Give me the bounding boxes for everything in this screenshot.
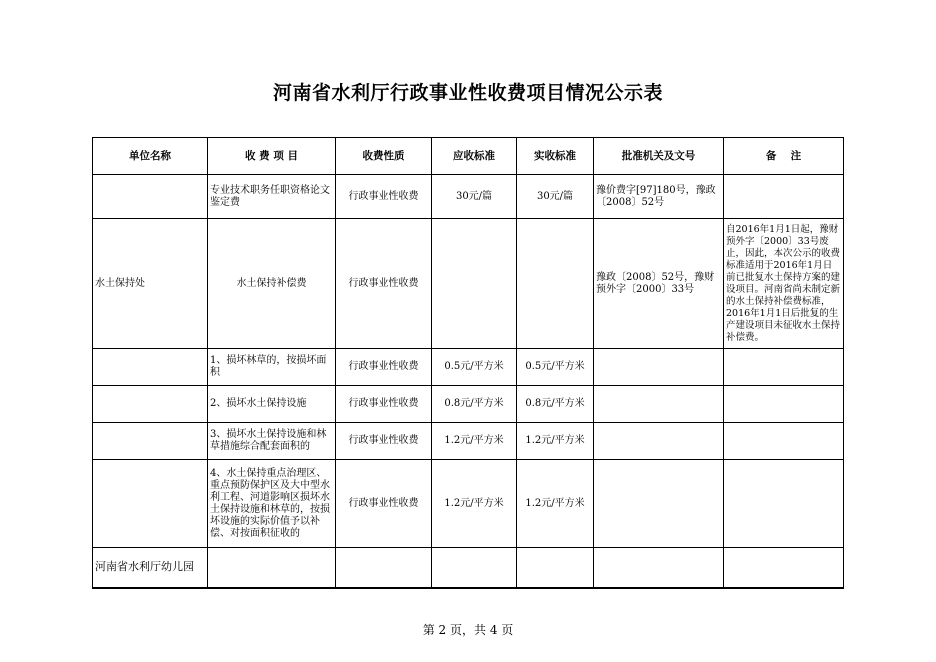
cell-std-actual: 0.8元/平方米 xyxy=(517,386,594,423)
page-title: 河南省水利厅行政事业性收费项目情况公示表 xyxy=(272,82,663,104)
cell-std-due: 1.2元/平方米 xyxy=(432,460,517,548)
cell-unit xyxy=(93,349,208,386)
fee-table xyxy=(92,137,844,589)
table-row xyxy=(93,548,844,588)
header-std-due: 应收标准 xyxy=(432,138,517,175)
table-row xyxy=(93,219,844,349)
cell-std-actual: 30元/篇 xyxy=(517,175,594,219)
cell-std-due xyxy=(432,548,517,588)
cell-approval xyxy=(594,349,724,386)
cell-std-due: 0.5元/平方米 xyxy=(432,349,517,386)
cell-unit xyxy=(93,175,208,219)
cell-remark xyxy=(724,349,844,386)
header-row xyxy=(93,138,844,175)
cell-remark xyxy=(724,423,844,460)
table-row xyxy=(93,460,844,548)
cell-std-due: 30元/篇 xyxy=(432,175,517,219)
table-row xyxy=(93,349,844,386)
page-footer: 第 2 页，共 4 页 xyxy=(422,623,514,637)
cell-remark xyxy=(724,460,844,548)
header-unit: 单位名称 xyxy=(93,138,208,175)
header-remark: 备 注 xyxy=(724,138,844,175)
cell-item: 2、损坏水土保持设施 xyxy=(208,386,336,423)
cell-remark xyxy=(724,386,844,423)
cell-item: 1、损坏林草的，按损坏面积 xyxy=(208,349,336,386)
cell-approval xyxy=(594,423,724,460)
cell-std-actual xyxy=(517,219,594,349)
header-item: 收 费 项 目 xyxy=(208,138,336,175)
cell-std-actual: 1.2元/平方米 xyxy=(517,423,594,460)
header-std-actual: 实收标准 xyxy=(517,138,594,175)
cell-remark xyxy=(724,175,844,219)
cell-approval xyxy=(594,460,724,548)
table-row xyxy=(93,423,844,460)
header-nature: 收费性质 xyxy=(336,138,432,175)
table-row xyxy=(93,175,844,219)
cell-nature xyxy=(336,548,432,588)
cell-unit xyxy=(93,460,208,548)
cell-nature: 行政事业性收费 xyxy=(336,423,432,460)
cell-nature: 行政事业性收费 xyxy=(336,460,432,548)
cell-std-due: 1.2元/平方米 xyxy=(432,423,517,460)
cell-item: 3、损坏水土保持设施和林草措施综合配套面积的 xyxy=(208,423,336,460)
cell-nature: 行政事业性收费 xyxy=(336,349,432,386)
cell-nature: 行政事业性收费 xyxy=(336,175,432,219)
cell-std-actual: 0.5元/平方米 xyxy=(517,349,594,386)
cell-approval xyxy=(594,548,724,588)
cell-item: 专业技术职务任职资格论文鉴定费 xyxy=(208,175,336,219)
header-approval: 批准机关及文号 xyxy=(594,138,724,175)
cell-unit: 水土保持处 xyxy=(93,219,208,349)
cell-item xyxy=(208,548,336,588)
cell-approval: 豫价费字[97]180号，豫政〔2008〕52号 xyxy=(594,175,724,219)
table-row xyxy=(93,386,844,423)
cell-item: 4、水土保持重点治理区、重点预防保护区及大中型水利工程、河道影响区损坏水土保持设施和林草的，按损坏设施的实际价值予以补偿、对按面积征收的 xyxy=(208,460,336,548)
cell-unit xyxy=(93,386,208,423)
cell-nature: 行政事业性收费 xyxy=(336,219,432,349)
cell-remark xyxy=(724,548,844,588)
cell-std-due xyxy=(432,219,517,349)
cell-remark: 自2016年1月1日起，豫财预外字〔2000〕33号废止，因此，本次公示的收费标准适用于2016年1月日前已批复水土保持方案的建设项目。河南省尚未制定新的水土保持补偿费标准，2016年1月1日后批复的生产建设项目未征收水土保持补偿费。 xyxy=(724,219,844,349)
cell-std-due: 0.8元/平方米 xyxy=(432,386,517,423)
cell-unit xyxy=(93,423,208,460)
cell-item: 水土保持补偿费 xyxy=(208,219,336,349)
cell-approval: 豫政〔2008〕52号，豫财预外字〔2000〕33号 xyxy=(594,219,724,349)
cell-unit: 河南省水利厅幼儿园 xyxy=(93,548,208,588)
cell-approval xyxy=(594,386,724,423)
cell-std-actual: 1.2元/平方米 xyxy=(517,460,594,548)
cell-std-actual xyxy=(517,548,594,588)
cell-nature: 行政事业性收费 xyxy=(336,386,432,423)
